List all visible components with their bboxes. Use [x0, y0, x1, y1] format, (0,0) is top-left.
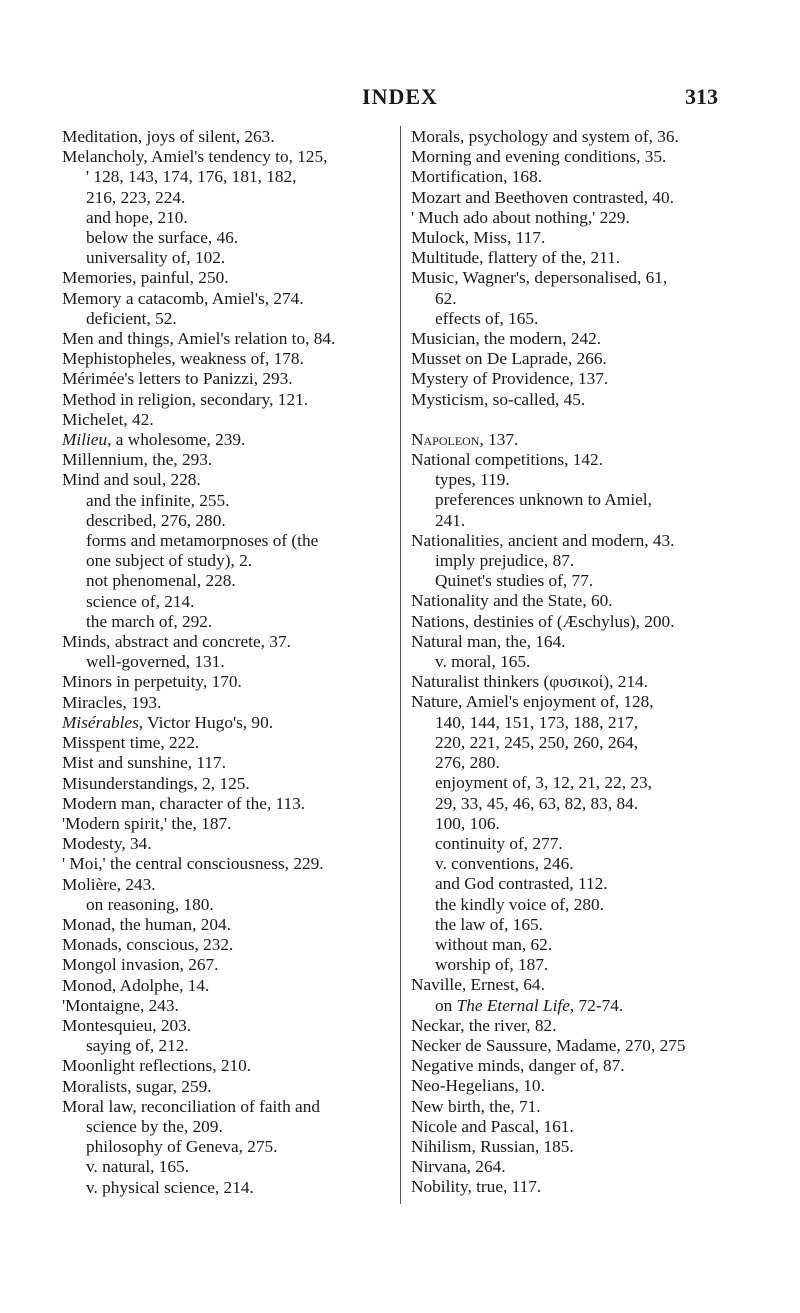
- index-subentry: universality of, 102.: [86, 248, 226, 268]
- section-gap: [411, 410, 756, 430]
- index-entry: Method in religion, secondary, 121.: [62, 389, 309, 409]
- index-subentry: and hope, 210.: [86, 207, 188, 227]
- index-entry: Memory a catacomb, Amiel's, 274.: [62, 288, 304, 308]
- index-entry: Mist and sunshine, 117.: [62, 753, 227, 773]
- index-entry: Mulock, Miss, 117.: [411, 228, 546, 248]
- index-entry: Misspent time, 222.: [62, 733, 200, 753]
- entry-continuation: 140, 144, 151, 173, 188, 217,: [435, 712, 639, 732]
- index-subentry: the kindly voice of, 280.: [435, 894, 604, 914]
- index-subentry: worship of, 187.: [435, 955, 549, 975]
- index-entry: Monads, conscious, 232.: [62, 935, 234, 955]
- index-entry: Moral law, reconciliation of faith and science by the, 209.: [62, 1097, 390, 1137]
- index-subentry: preferences unknown to Amiel, 241.: [411, 490, 756, 530]
- index-entry: Mérimée's letters to Panizzi, 293.: [62, 369, 293, 389]
- small-caps-heading: Napoleon: [411, 429, 480, 449]
- index-entry: Mephistopheles, weakness of, 178.: [62, 349, 304, 369]
- index-entry: Nature, Amiel's enjoyment of, 128, 140, 144, 151, 173, 188, 217, 220, 221, 245, 250, 260, 264, 276, 280.: [411, 692, 756, 773]
- index-subentry: v. physical science, 214.: [86, 1177, 254, 1197]
- index-entry: Memories, painful, 250.: [62, 268, 229, 288]
- index-entry: Molière, 243.: [62, 874, 156, 894]
- index-entry: Naturalist thinkers (φυσικοί), 214.: [411, 672, 648, 692]
- index-subentry: without man, 62.: [435, 934, 553, 954]
- entry-continuation: 29, 33, 45, 46, 63, 82, 83, 84.: [435, 793, 639, 813]
- index-entry: 'Modern spirit,' the, 187.: [62, 813, 232, 833]
- column-divider: [400, 126, 401, 1204]
- entry-continuation: 100, 106.: [435, 813, 500, 833]
- index-entry: Monad, the human, 204.: [62, 914, 231, 934]
- italic-title: Misérables: [62, 712, 139, 732]
- page-header: [0, 84, 800, 114]
- index-subentry: on The Eternal Life, 72-74.: [435, 995, 624, 1015]
- index-subentry: enjoyment of, 3, 12, 21, 22, 23, 29, 33, 45, 46, 63, 82, 83, 84. 100, 106.: [411, 773, 756, 834]
- index-entry: Nirvana, 264.: [411, 1157, 506, 1177]
- index-subentry: below the surface, 46.: [86, 228, 239, 248]
- entry-continuation: 62.: [435, 288, 457, 308]
- index-entry: Misérables, Victor Hugo's, 90.: [62, 712, 274, 732]
- index-entry: Morals, psychology and system of, 36.: [411, 127, 679, 146]
- entry-continuation: 216, 223, 224.: [86, 187, 186, 207]
- index-entry: Moralists, sugar, 259.: [62, 1076, 212, 1096]
- italic-title: The Eternal Life: [456, 995, 570, 1015]
- index-entry: Monod, Adolphe, 14.: [62, 975, 210, 995]
- index-column-right: [411, 127, 756, 1198]
- index-entry: Napoleon, 137.: [411, 429, 519, 449]
- index-entry: Modesty, 34.: [62, 834, 152, 854]
- index-entry: Modern man, character of the, 113.: [62, 793, 306, 813]
- index-entry: Nationalities, ancient and modern, 43.: [411, 530, 675, 550]
- index-entry: New birth, the, 71.: [411, 1096, 541, 1116]
- index-entry: Mozart and Beethoven contrasted, 40.: [411, 187, 674, 207]
- index-subentry: described, 276, 280.: [86, 510, 226, 530]
- index-subentry: v. natural, 165.: [86, 1157, 190, 1177]
- index-entry: Millennium, the, 293.: [62, 450, 213, 470]
- index-entry: Multitude, flattery of the, 211.: [411, 248, 621, 268]
- index-entry: Nationality and the State, 60.: [411, 591, 613, 611]
- index-entry: Nicole and Pascal, 161.: [411, 1116, 574, 1136]
- index-entry: ' Moi,' the central consciousness, 229.: [62, 854, 324, 874]
- index-entry: Negative minds, danger of, 87.: [411, 1056, 625, 1076]
- index-entry: Morning and evening conditions, 35.: [411, 147, 667, 167]
- index-entry: Nobility, true, 117.: [411, 1177, 542, 1197]
- index-entry: Minds, abstract and concrete, 37.: [62, 632, 291, 652]
- index-subentry: Quinet's studies of, 77.: [435, 571, 594, 591]
- italic-title: Milieu: [62, 430, 108, 450]
- index-subentry: not phenomenal, 228.: [86, 571, 236, 591]
- index-entry: Nations, destinies of (Æschylus), 200.: [411, 611, 675, 631]
- index-entry: Misunderstandings, 2, 125.: [62, 773, 250, 793]
- index-entry: Melancholy, Amiel's tendency to, 125, ' 128, 143, 174, 176, 181, 182, 216, 223, 224.: [62, 147, 390, 208]
- index-subentry: philosophy of Geneva, 275.: [86, 1137, 278, 1157]
- index-entry: Musician, the modern, 242.: [411, 329, 602, 349]
- index-entry: Neo-Hegelians, 10.: [411, 1076, 545, 1096]
- index-subentry: v. moral, 165.: [435, 652, 531, 672]
- index-entry: Mind and soul, 228.: [62, 470, 201, 490]
- index-entry: Naville, Ernest, 64.: [411, 975, 545, 995]
- index-subentry: forms and metamorpnoses of (the one subject of study), 2.: [62, 531, 390, 571]
- index-subentry: and the infinite, 255.: [86, 490, 230, 510]
- index-subentry: v. conventions, 246.: [435, 854, 574, 874]
- index-entry: National competitions, 142.: [411, 450, 603, 470]
- index-entry: ' Much ado about nothing,' 229.: [411, 207, 630, 227]
- index-entry: 'Montaigne, 243.: [62, 995, 179, 1015]
- entry-continuation: 241.: [435, 510, 466, 530]
- running-title: INDEX: [362, 84, 438, 109]
- index-entry: Neckar, the river, 82.: [411, 1015, 557, 1035]
- index-entry: Montesquieu, 203.: [62, 1015, 192, 1035]
- entry-continuation: 220, 221, 245, 250, 260, 264,: [435, 732, 639, 752]
- index-subentry: imply prejudice, 87.: [435, 551, 575, 571]
- entry-continuation: one subject of study), 2.: [86, 551, 253, 571]
- entry-continuation: 276, 280.: [435, 753, 500, 773]
- index-entry: Necker de Saussure, Madame, 270, 275: [411, 1035, 686, 1055]
- index-subentry: and God contrasted, 112.: [435, 874, 608, 894]
- index-entry: Moonlight reflections, 210.: [62, 1056, 252, 1076]
- index-entry: Mystery of Providence, 137.: [411, 369, 609, 389]
- index-entry: Men and things, Amiel's relation to, 84.: [62, 329, 336, 349]
- index-subentry: types, 119.: [435, 470, 510, 490]
- index-subentry: saying of, 212.: [86, 1036, 189, 1056]
- index-subentry: effects of, 165.: [435, 308, 539, 328]
- page-number: 313: [685, 84, 718, 109]
- index-entry: Natural man, the, 164.: [411, 631, 566, 651]
- index-subentry: continuity of, 277.: [435, 833, 563, 853]
- index-entry: Mortification, 168.: [411, 167, 543, 187]
- index-subentry: the law of, 165.: [435, 914, 543, 934]
- index-entry: Musset on De Laprade, 266.: [411, 349, 607, 369]
- index-subentry: well-governed, 131.: [86, 652, 225, 672]
- index-entry: Music, Wagner's, depersonalised, 61, 62.: [411, 268, 756, 308]
- index-entry: Minors in perpetuity, 170.: [62, 672, 242, 692]
- index-entry: Michelet, 42.: [62, 409, 154, 429]
- entry-continuation: science by the, 209.: [86, 1116, 223, 1136]
- index-subentry: the march of, 292.: [86, 611, 213, 631]
- entry-continuation: ' 128, 143, 174, 176, 181, 182,: [86, 167, 297, 187]
- index-subentry: science of, 214.: [86, 591, 195, 611]
- index-entry: Nihilism, Russian, 185.: [411, 1136, 574, 1156]
- index-entry: Mysticism, so-called, 45.: [411, 389, 586, 409]
- index-subentry: on reasoning, 180.: [86, 894, 214, 914]
- index-entry: Meditation, joys of silent, 263.: [62, 127, 275, 146]
- index-column-left: [62, 127, 390, 1198]
- index-entry: Mongol invasion, 267.: [62, 955, 219, 975]
- index-subentry: deficient, 52.: [86, 308, 177, 328]
- index-entry: Miracles, 193.: [62, 692, 162, 712]
- index-entry: Milieu, a wholesome, 239.: [62, 430, 246, 450]
